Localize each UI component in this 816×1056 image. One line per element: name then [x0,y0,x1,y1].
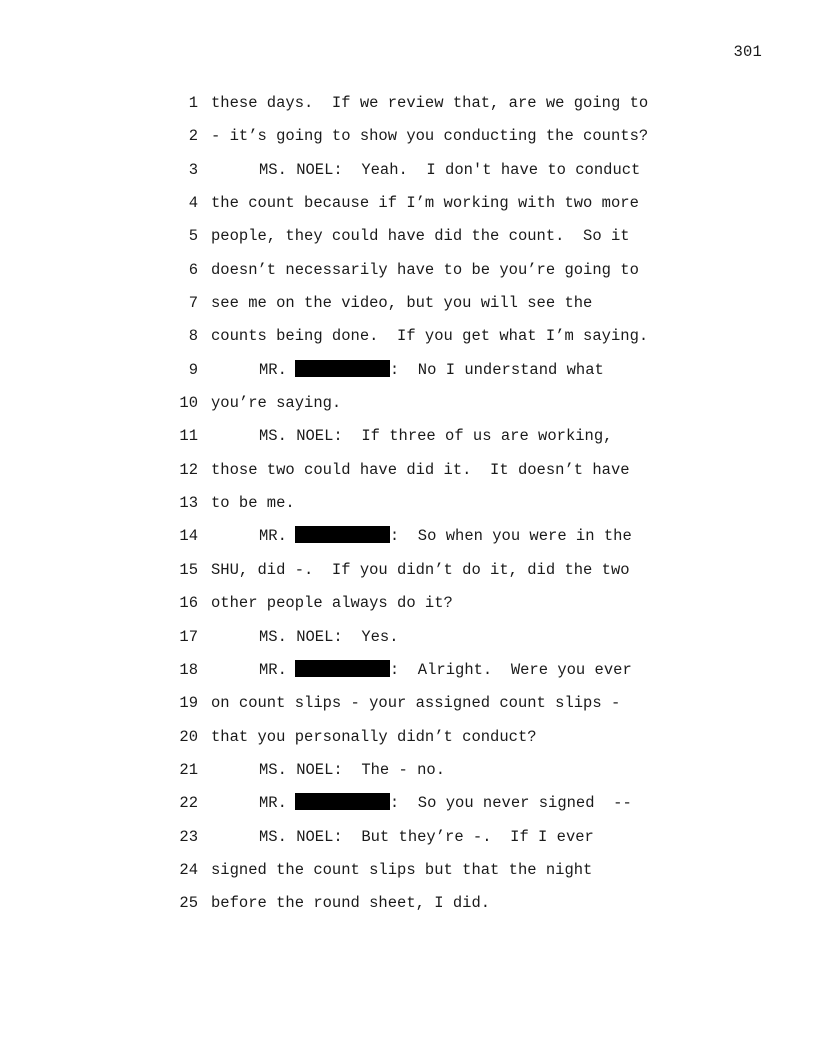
line-text [259,520,632,553]
transcript-line [0,387,816,420]
line-number: 7 [188,294,198,313]
line-number: 21 [179,760,198,779]
redaction-box [295,793,390,810]
line-text-after-redaction: : Alright. Were you ever [389,660,632,679]
line-text-after-redaction: : No I understand what [389,360,604,379]
line-number: 9 [188,360,198,379]
line-text: you’re saying. [211,394,342,413]
transcript-line [0,87,816,120]
line-text [259,654,632,687]
line-number: 4 [188,194,198,213]
line-number: 3 [188,160,198,179]
line-number: 10 [179,394,198,413]
transcript-line [0,287,816,320]
line-text: see me on the video, but you will see the [211,294,593,313]
transcript-line [0,320,816,353]
page-number: 301 [733,43,762,61]
line-text [259,787,632,820]
line-number: 13 [179,494,198,513]
transcript-line [0,754,816,787]
line-number: 2 [188,127,198,146]
line-text [259,354,604,387]
transcript-line [0,854,816,887]
speaker-label: MR. [259,360,287,379]
transcript-line [0,721,816,754]
transcript-line [0,787,816,820]
line-number: 5 [188,227,198,246]
line-number: 15 [179,560,198,579]
line-text: SHU, did -. If you didn’t do it, did the two [211,560,630,579]
transcript-line [0,654,816,687]
line-number: 24 [179,860,198,879]
line-text: MS. NOEL: The - no. [259,760,446,779]
transcript-line [0,254,816,287]
transcript-line [0,187,816,220]
line-number: 18 [179,660,198,679]
line-text-after-redaction: : So when you were in the [389,527,632,546]
line-text: MS. NOEL: Yeah. I don't have to conduct [259,160,641,179]
line-text: before the round sheet, I did. [211,894,491,913]
line-number: 8 [188,327,198,346]
line-text: MS. NOEL: But they’re -. If I ever [259,827,594,846]
transcript-line [0,354,816,387]
transcript-line [0,821,816,854]
line-number: 11 [179,427,198,446]
transcript-line [0,621,816,654]
transcript-line [0,554,816,587]
transcript-line [0,154,816,187]
line-number: 14 [179,527,198,546]
transcript-line [0,887,816,920]
transcript-line [0,487,816,520]
redaction-box [295,360,390,377]
speaker-label: MR. [259,527,287,546]
line-text: these days. If we review that, are we going to [211,94,649,112]
speaker-label: MR. [259,660,287,679]
transcript-line [0,420,816,453]
transcript-line [0,120,816,153]
speaker-label: MR. [259,794,287,813]
line-number: 19 [179,694,198,713]
line-text: MS. NOEL: Yes. [259,627,399,646]
line-text-after-redaction: : So you never signed -- [389,794,632,813]
line-number: 22 [179,794,198,813]
line-text: those two could have did it. It doesn’t have [211,460,630,479]
line-number: 12 [179,460,198,479]
line-number: 1 [188,94,198,112]
transcript-line [0,687,816,720]
line-text: to be me. [211,494,295,513]
line-text: that you personally didn’t conduct? [211,727,537,746]
line-text: doesn’t necessarily have to be you’re going to [211,260,639,279]
line-number: 6 [188,260,198,279]
line-number: 17 [179,627,198,646]
line-number: 25 [179,894,198,913]
line-text: - it’s going to show you conducting the counts? [211,127,649,146]
line-text: the count because if I’m working with two more [211,194,639,213]
transcript-line [0,520,816,553]
line-text: people, they could have did the count. So it [211,227,630,246]
transcript-line [0,454,816,487]
line-number: 20 [179,727,198,746]
transcript-body [0,87,816,921]
line-text: counts being done. If you get what I’m saying. [211,327,649,346]
line-text: other people always do it? [211,594,453,613]
line-text: signed the count slips but that the night [211,860,593,879]
transcript-line [0,220,816,253]
redaction-box [295,660,390,677]
transcript-line [0,587,816,620]
line-text: on count slips - your assigned count slips - [211,694,621,713]
line-number: 23 [179,827,198,846]
line-number: 16 [179,594,198,613]
line-text: MS. NOEL: If three of us are working, [259,427,613,446]
redaction-box [295,526,390,543]
